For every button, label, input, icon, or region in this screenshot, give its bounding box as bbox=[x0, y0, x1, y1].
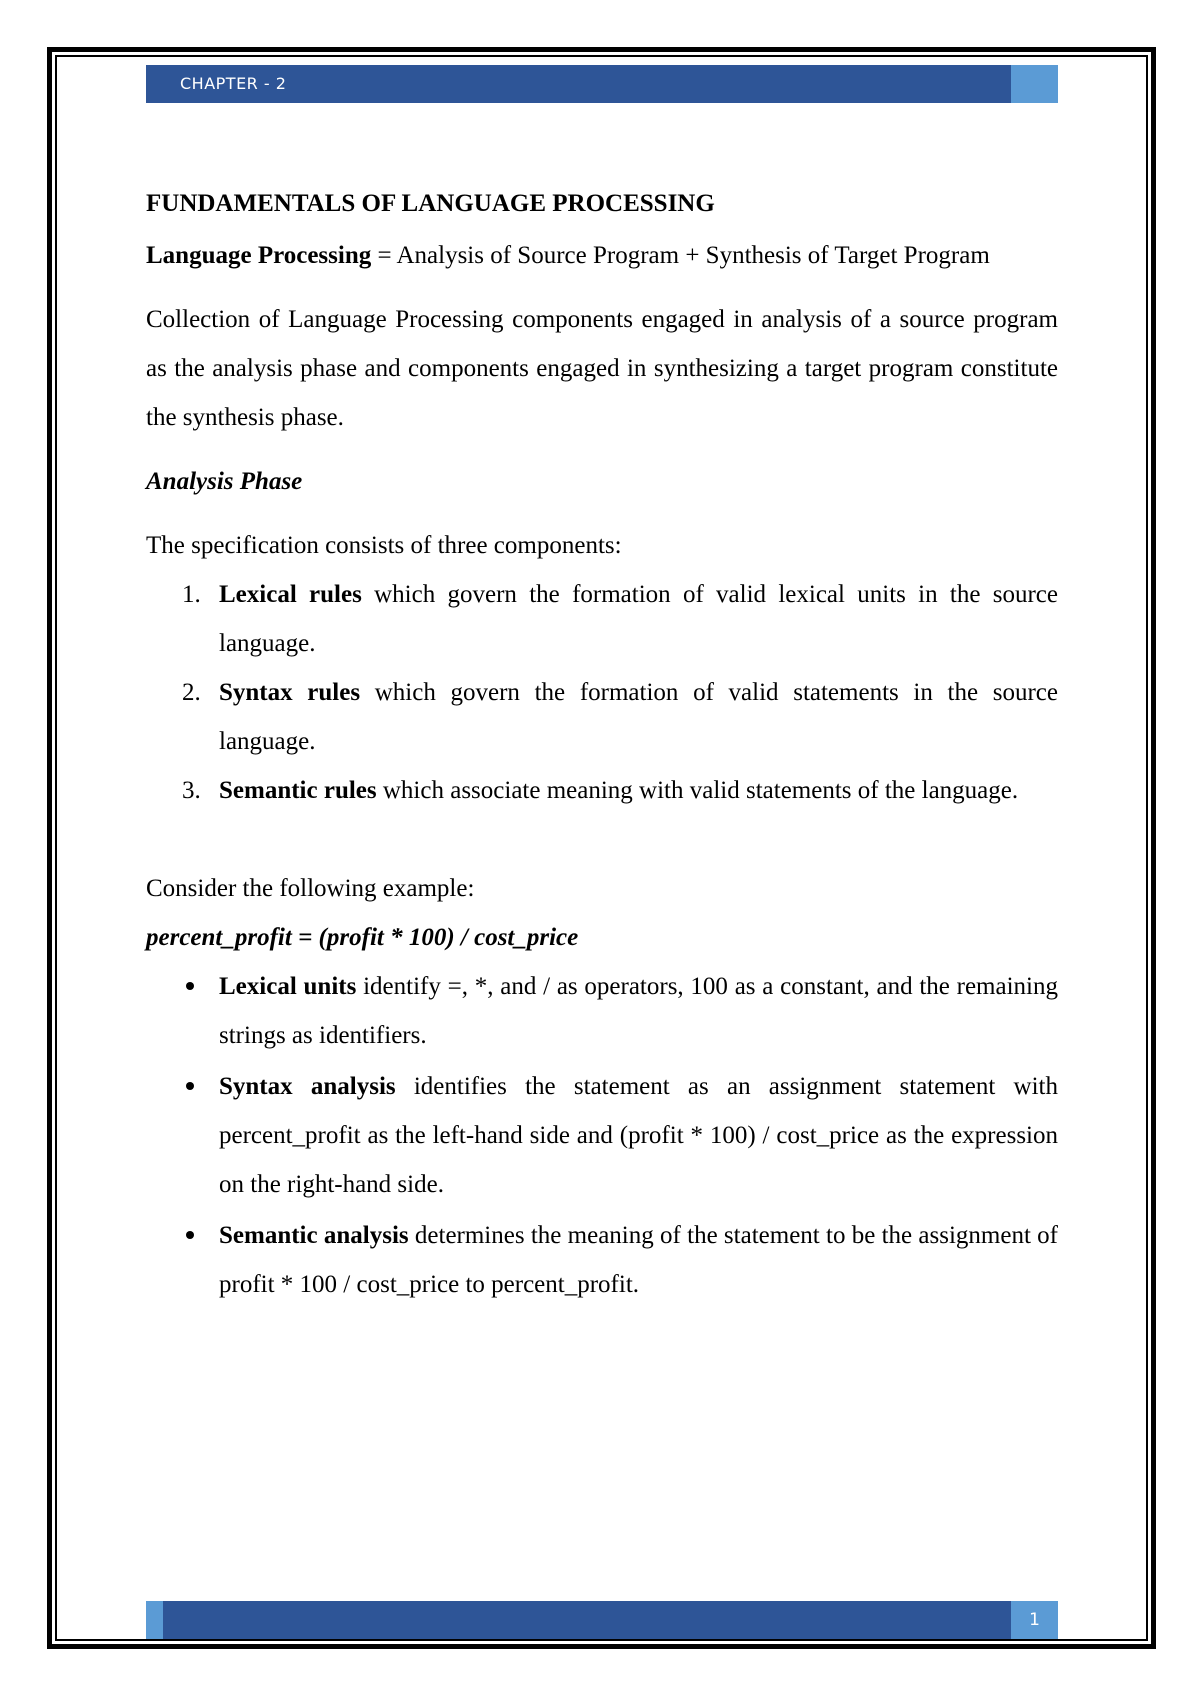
definition-paragraph bbox=[146, 231, 1058, 280]
bullet-icon bbox=[186, 1082, 194, 1090]
rule-term: Syntax rules bbox=[219, 679, 361, 706]
point-term: Semantic analysis bbox=[219, 1222, 409, 1249]
list-number: 1. bbox=[182, 581, 201, 608]
point-term: Syntax analysis bbox=[219, 1073, 396, 1100]
page-number: 1 bbox=[1029, 1610, 1040, 1630]
definition-text: = Analysis of Source Program + Synthesis of Target Program bbox=[371, 242, 990, 269]
list-number: 3. bbox=[182, 777, 201, 804]
point-text: determines the meaning of the statement to be the assignment of profit * 100 / cost_price to percent_profit. bbox=[219, 1222, 1058, 1298]
bullet-icon bbox=[186, 1231, 194, 1239]
point-text: identify =, *, and / as operators, 100 as a constant, and the remaining strings as identifiers. bbox=[219, 973, 1058, 1049]
example-intro: Consider the following example: bbox=[146, 875, 475, 902]
spec-intro: The specification consists of three components: bbox=[146, 532, 622, 559]
header-accent bbox=[1011, 65, 1058, 103]
footer-accent-left bbox=[146, 1601, 163, 1639]
rules-list bbox=[146, 570, 1058, 815]
point-term: Lexical units bbox=[219, 973, 357, 1000]
list-item bbox=[146, 668, 1058, 766]
analysis-points-list bbox=[146, 962, 1058, 1309]
rule-term: Lexical rules bbox=[219, 581, 362, 608]
spacer bbox=[146, 815, 1058, 864]
list-item bbox=[146, 1062, 1058, 1209]
list-item bbox=[146, 962, 1058, 1060]
list-item bbox=[146, 766, 1058, 815]
intro-paragraph: Collection of Language Processing components engaged in analysis of a source program as the analysis phase and components engaged in synthesizing a target program constitute the synthesis phase. bbox=[146, 306, 1058, 431]
point-text: identifies the statement as an assignment statement with percent_profit as the left-hand side and (profit * 100) / cost_price as the expression on the right-hand side. bbox=[219, 1073, 1059, 1198]
analysis-heading: Analysis Phase bbox=[146, 468, 303, 495]
chapter-label: CHAPTER - 2 bbox=[180, 74, 287, 93]
bullet-icon bbox=[186, 982, 194, 990]
rule-text: which govern the formation of valid statements in the source language. bbox=[219, 679, 1058, 755]
example-statement: percent_profit = (profit * 100) / cost_price bbox=[146, 924, 579, 951]
page-title: FUNDAMENTALS OF LANGUAGE PROCESSING bbox=[146, 190, 715, 217]
header-band bbox=[146, 65, 1058, 103]
rule-text: which govern the formation of valid lexical units in the source language. bbox=[219, 581, 1059, 657]
rule-term: Semantic rules bbox=[219, 777, 377, 804]
footer-band bbox=[146, 1601, 1058, 1639]
list-item bbox=[146, 570, 1058, 668]
list-item bbox=[146, 1211, 1058, 1309]
list-number: 2. bbox=[182, 679, 201, 706]
definition-term: Language Processing bbox=[146, 242, 372, 269]
rule-text: which associate meaning with valid statements of the language. bbox=[376, 777, 1019, 804]
page-content bbox=[146, 185, 1058, 1311]
